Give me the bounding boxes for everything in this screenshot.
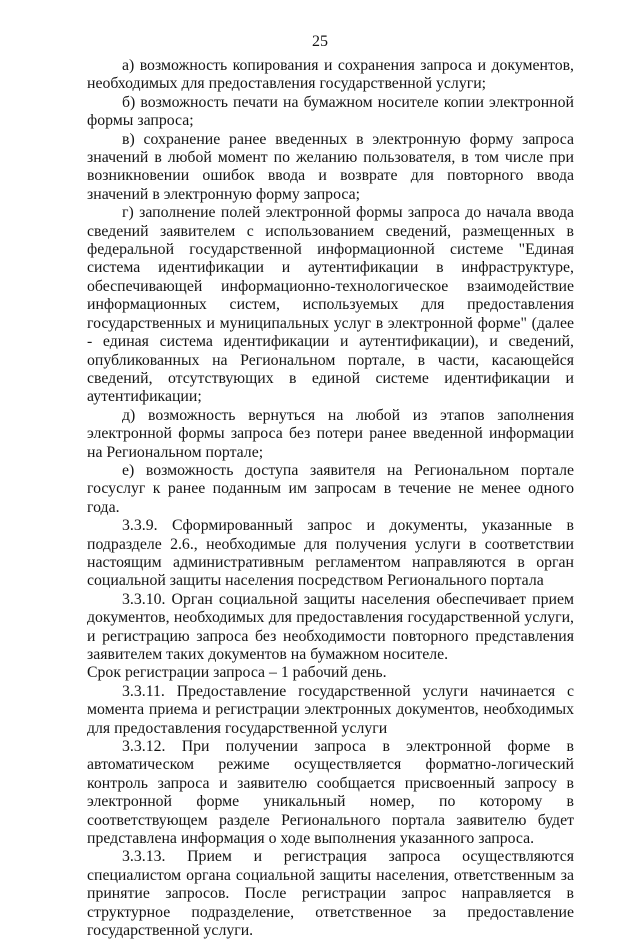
- paragraph-item-v: в) сохранение ранее введенных в электронную форму запроса значений в любой момент по желанию пользователя, в том числе при возникновении ошибок ввода и возврате для повторного ввода значений в электронную форму запроса;: [87, 130, 574, 203]
- paragraph-3-3-12: 3.3.12. При получении запроса в электронной форме в автоматическом режиме осуществляется форматно-логический контроль запроса и заявителю сообщается присвоенный запросу в электронной форме уникальный номер, по которому в соответствующем разделе Регионального портала заявителю будет представлена информация о ходе выполнения указанного запроса.: [87, 738, 574, 848]
- paragraph-item-d: д) возможность вернуться на любой из этапов заполнения электронной формы запроса без потери ранее введенной информации на Региональном портале;: [87, 406, 574, 461]
- paragraph-3-3-9: 3.3.9. Сформированный запрос и документы, указанные в подразделе 2.6., необходимые для получения услуги в соответствии настоящим административным регламентом направляются в орган социальной защиты населения посредством Регионального портала: [87, 517, 574, 590]
- paragraph-registration-term: Срок регистрации запроса – 1 рабочий день.: [87, 664, 387, 682]
- paragraph-3-3-13: 3.3.13. Прием и регистрация запроса осуществляются специалистом органа социальной защиты населения, ответственным за принятие запросов. После регистрации запрос направляется в структурное подразделение, ответственное за предоставление государственной услуги.: [87, 848, 574, 940]
- paragraph-3-3-11: 3.3.11. Предоставление государственной услуги начинается с момента приема и регистрации электронных документов, необходимых для предоставления государственной услуги: [87, 682, 574, 737]
- page-number: 25: [312, 33, 328, 50]
- paragraph-item-b: б) возможность печати на бумажном носителе копии электронной формы запроса;: [87, 93, 574, 130]
- document-body: [87, 57, 574, 941]
- paragraph-item-e: е) возможность доступа заявителя на Региональном портале госуслуг к ранее поданным им запросам в течение не менее одного года.: [87, 461, 574, 516]
- paragraph-item-a: а) возможность копирования и сохранения запроса и документов, необходимых для предоставления государственной услуги;: [87, 57, 574, 93]
- paragraph-item-g: г) заполнение полей электронной формы запроса до начала ввода сведений заявителем с использованием сведений, размещенных в федеральной государственной информационной системе "Единая система идентификации и аутентификации в инфраструктуре, обеспечивающей информационно-технологическое взаимодействие информационных систем, используемых для предоставления государственных и муниципальных услуг в электронной форме" (далее - единая система идентификации и аутентификации), и сведений, опубликованных на Региональном портале, в части, касающейся сведений, отсутствующих в единой системе идентификации и аутентификации;: [87, 204, 574, 406]
- paragraph-3-3-10: 3.3.10. Орган социальной защиты населения обеспечивает прием документов, необходимых для предоставления государственной услуги, и регистрацию запроса без необходимости повторного представления заявителем таких документов на бумажном носителе.: [87, 590, 574, 663]
